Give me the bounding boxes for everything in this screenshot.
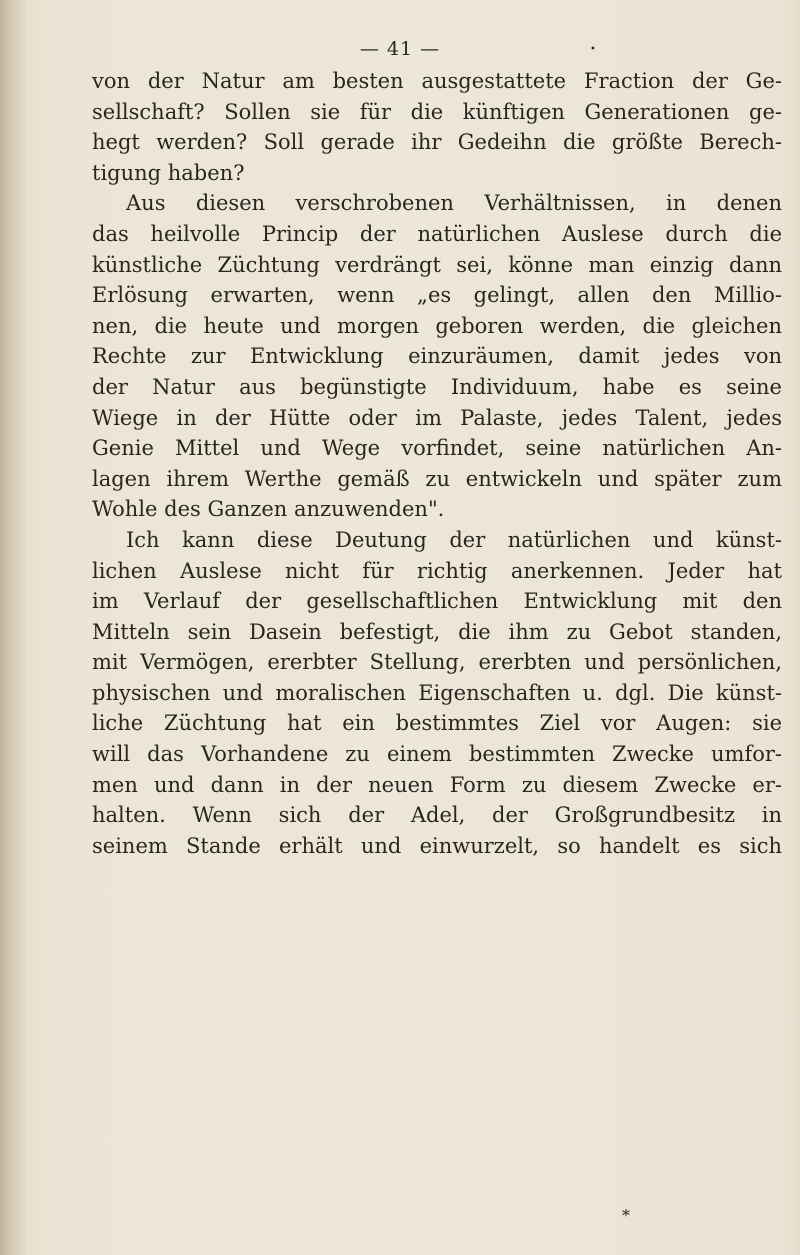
text-line: sellschaft? Sollen sie für die künftigen Generationen ge- [92, 99, 782, 124]
page-spine-shadow [0, 0, 26, 1255]
text-line: men und dann in der neuen Form zu diesem Zwecke er- [92, 772, 782, 797]
text-line: Erlösung erwarten, wenn „es gelingt, allen den Millio- [92, 283, 782, 308]
text-line: Wiege in der Hütte oder im Palaste, jedes Talent, jedes [92, 405, 782, 430]
text-line: das heilvolle Princip der natürlichen Auslese durch die [92, 221, 782, 246]
text-line: nen, die heute und morgen geboren werden, die gleichen [92, 313, 782, 338]
text-line: seinem Stande erhält und einwurzelt, so handelt es sich [92, 833, 782, 858]
text-line: Genie Mittel und Wege vorfindet, seine natürlichen An- [92, 436, 782, 461]
text-line: künstliche Züchtung verdrängt sei, könne man einzig dann [92, 252, 782, 277]
text-line: im Verlauf der gesellschaftlichen Entwicklung mit den [92, 589, 782, 614]
text-line: der Natur aus begünstigte Individuum, habe es seine [92, 374, 782, 399]
header-mark: • [590, 44, 597, 55]
text-line: liche Züchtung hat ein bestimmtes Ziel vor Augen: sie [92, 711, 782, 736]
text-line: Mitteln sein Dasein befestigt, die ihm zu Gebot standen, [92, 619, 782, 644]
text-line: hegt werden? Soll gerade ihr Gedeihn die größte Berech- [92, 130, 782, 155]
catchword-mark: * [622, 1206, 630, 1225]
text-line: Ich kann diese Deutung der natürlichen und künst- [126, 527, 782, 552]
text-line: physischen und moralischen Eigenschaften u. dgl. Die künst- [92, 680, 782, 705]
text-line: tigung haben? [92, 160, 245, 185]
text-line: will das Vorhandene zu einem bestimmten Zwecke umfor- [92, 742, 782, 767]
page-number: — 41 — [359, 38, 441, 60]
body-text [92, 66, 782, 861]
text-line: lichen Auslese nicht für richtig anerkennen. Jeder hat [92, 558, 782, 583]
text-line: Rechte zur Entwicklung einzuräumen, damit jedes von [92, 344, 782, 369]
page-number-header [0, 38, 800, 60]
text-line: von der Natur am besten ausgestattete Fraction der Ge- [92, 69, 782, 93]
text-line: Wohle des Ganzen anzuwenden". [92, 497, 445, 522]
text-line: lagen ihrem Werthe gemäß zu entwickeln und später zum [92, 466, 782, 491]
text-line: Aus diesen verschrobenen Verhältnissen, in denen [126, 191, 782, 216]
text-line: mit Vermögen, ererbter Stellung, ererbten und persönlichen, [92, 650, 782, 675]
text-line: halten. Wenn sich der Adel, der Großgrundbesitz in [92, 803, 782, 828]
